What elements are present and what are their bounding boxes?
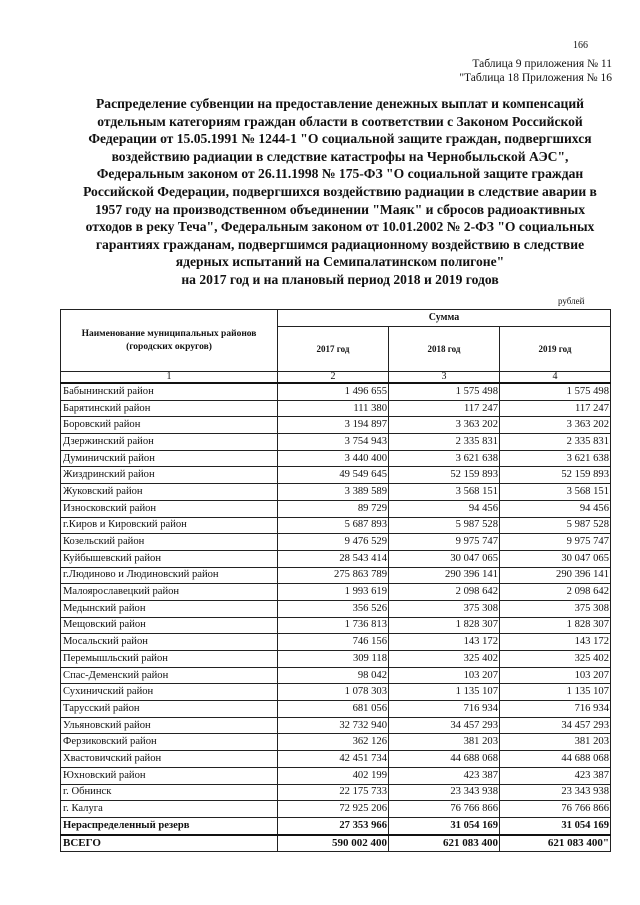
title-line: отходов в реку Теча", Федеральным законом от 10.01.2002 № 2-ФЗ "О социальных — [85, 219, 595, 235]
row-2017-value: 275 863 789 — [278, 567, 389, 584]
row-2017-value: 98 042 — [278, 667, 389, 684]
row-2017-value: 1 078 303 — [278, 684, 389, 701]
row-2018-value: 34 457 293 — [389, 717, 500, 734]
table-row — [61, 400, 611, 417]
row-2018-value: 1 575 498 — [389, 383, 500, 400]
row-name: Юхновский район — [61, 767, 278, 784]
row-2017-value: 746 156 — [278, 634, 389, 651]
row-2017-value: 1 736 813 — [278, 617, 389, 634]
row-2019-value: 94 456 — [500, 500, 611, 517]
row-2017-value: 28 543 414 — [278, 550, 389, 567]
table-row — [61, 600, 611, 617]
row-name: Бабынинский район — [61, 383, 278, 400]
row-name: Жиздринский район — [61, 467, 278, 484]
row-2019-value: 423 387 — [500, 767, 611, 784]
row-2017-value: 362 126 — [278, 734, 389, 751]
total-row — [61, 835, 611, 852]
index-cell: 3 — [389, 372, 500, 384]
row-2017-value: 27 353 966 — [278, 817, 389, 834]
row-2017-value: 22 175 733 — [278, 784, 389, 801]
table-row — [61, 801, 611, 818]
row-2019-value: 3 363 202 — [500, 417, 611, 434]
row-name: Барятинский район — [61, 400, 278, 417]
row-2018-value: 103 207 — [389, 667, 500, 684]
subvention-table — [60, 309, 611, 852]
row-2017-value: 1 993 619 — [278, 584, 389, 601]
title-line: воздействию радиации в следствие катастрофы на Чернобыльской АЭС", — [111, 148, 569, 164]
table-row — [61, 567, 611, 584]
row-2019-value: 325 402 — [500, 651, 611, 668]
table-row — [61, 734, 611, 751]
table-row — [61, 434, 611, 451]
table-row — [61, 784, 611, 801]
column-header-2017: 2017 год — [278, 327, 389, 372]
row-2017-value: 72 925 206 — [278, 801, 389, 818]
row-2017-value: 402 199 — [278, 767, 389, 784]
row-name: Думиничский район — [61, 450, 278, 467]
row-2017-value: 9 476 529 — [278, 534, 389, 551]
title-line: гарантиях гражданам, подвергшимся радиационному воздействию в следствие — [95, 236, 585, 252]
row-2018-value: 94 456 — [389, 500, 500, 517]
row-2018-value: 1 135 107 — [389, 684, 500, 701]
units-label: рублей — [558, 296, 585, 306]
row-name: г.Людиново и Людиновский район — [61, 567, 278, 584]
title-line: Федеральным законом от 26.11.1998 № 175-ФЗ "О социальной защите граждан — [96, 166, 584, 182]
row-name: Дзержинский район — [61, 434, 278, 451]
row-name: ВСЕГО — [61, 835, 278, 852]
table-row — [61, 450, 611, 467]
row-2018-value: 290 396 141 — [389, 567, 500, 584]
table-row — [61, 717, 611, 734]
row-name: Козельский район — [61, 534, 278, 551]
row-2018-value: 2 335 831 — [389, 434, 500, 451]
table-row — [61, 701, 611, 718]
table-row — [61, 417, 611, 434]
table-row — [61, 751, 611, 768]
row-name: Медынский район — [61, 600, 278, 617]
row-2019-value: 143 172 — [500, 634, 611, 651]
row-2019-value: 31 054 169 — [500, 817, 611, 834]
row-2019-value: 375 308 — [500, 600, 611, 617]
row-2019-value: 1 828 307 — [500, 617, 611, 634]
row-2018-value: 3 568 151 — [389, 484, 500, 501]
column-header-2018: 2018 год — [389, 327, 500, 372]
row-name: г. Калуга — [61, 801, 278, 818]
row-2017-value: 49 549 645 — [278, 467, 389, 484]
row-2018-value: 44 688 068 — [389, 751, 500, 768]
row-2018-value: 5 987 528 — [389, 517, 500, 534]
table-row — [61, 651, 611, 668]
row-name: Боровский район — [61, 417, 278, 434]
row-2019-value: 44 688 068 — [500, 751, 611, 768]
row-2018-value: 1 828 307 — [389, 617, 500, 634]
row-2019-value: 52 159 893 — [500, 467, 611, 484]
row-name: Мосальский район — [61, 634, 278, 651]
row-name: Тарусский район — [61, 701, 278, 718]
row-2019-value: 23 343 938 — [500, 784, 611, 801]
table-row — [61, 517, 611, 534]
row-2018-value: 117 247 — [389, 400, 500, 417]
row-2018-value: 716 934 — [389, 701, 500, 718]
column-header-name: Наименование муниципальных районов (городских округов) — [61, 310, 278, 372]
row-2017-value: 309 118 — [278, 651, 389, 668]
table-row — [61, 634, 611, 651]
row-name: Жуковский район — [61, 484, 278, 501]
row-2019-value: 103 207 — [500, 667, 611, 684]
index-cell: 4 — [500, 372, 611, 384]
table-row — [61, 684, 611, 701]
row-2019-value: 117 247 — [500, 400, 611, 417]
row-2017-value: 5 687 893 — [278, 517, 389, 534]
index-cell: 2 — [278, 372, 389, 384]
row-2019-value: 381 203 — [500, 734, 611, 751]
row-2017-value: 32 732 940 — [278, 717, 389, 734]
row-2017-value: 3 194 897 — [278, 417, 389, 434]
row-2019-value: 621 083 400" — [500, 835, 611, 852]
column-header-sum: Сумма — [278, 310, 611, 327]
row-2019-value: 3 621 638 — [500, 450, 611, 467]
table-row — [61, 550, 611, 567]
row-name: Мещовский район — [61, 617, 278, 634]
title-line: Распределение субвенции на предоставление денежных выплат и компенсаций — [95, 96, 585, 111]
title-line: Российской Федерации, подвергшихся воздействию радиации в следствие аварии в — [83, 183, 597, 199]
row-2019-value: 5 987 528 — [500, 517, 611, 534]
title-line: отдельным категориям граждан области в соответствии с Законом Российской — [97, 113, 583, 129]
row-2018-value: 143 172 — [389, 634, 500, 651]
row-2018-value: 3 363 202 — [389, 417, 500, 434]
row-name: Перемышльский район — [61, 651, 278, 668]
title-line: 1957 году на производственном объединении "Маяк" и сбросов радиоактивных — [94, 201, 586, 217]
row-2017-value: 111 380 — [278, 400, 389, 417]
document-title — [70, 95, 610, 289]
title-line: Федерации от 15.05.1991 № 1244-1 "О социальной защите граждан, подвергшихся — [88, 131, 592, 147]
page-number: 166 — [573, 40, 588, 51]
row-2019-value: 30 047 065 — [500, 550, 611, 567]
row-2017-value: 42 451 734 — [278, 751, 389, 768]
row-name: Нераспределенный резерв — [61, 817, 278, 834]
row-2019-value: 290 396 141 — [500, 567, 611, 584]
table-body — [61, 383, 611, 817]
reserve-row — [61, 817, 611, 834]
row-2018-value: 52 159 893 — [389, 467, 500, 484]
row-name: г. Обнинск — [61, 784, 278, 801]
row-2019-value: 1 575 498 — [500, 383, 611, 400]
index-cell: 1 — [61, 372, 278, 384]
table-row — [61, 500, 611, 517]
row-2018-value: 375 308 — [389, 600, 500, 617]
row-2018-value: 23 343 938 — [389, 784, 500, 801]
row-2019-value: 1 135 107 — [500, 684, 611, 701]
table-row — [61, 467, 611, 484]
row-2018-value: 381 203 — [389, 734, 500, 751]
row-name: Куйбышевский район — [61, 550, 278, 567]
row-name: Спас-Деменский район — [61, 667, 278, 684]
row-2018-value: 31 054 169 — [389, 817, 500, 834]
row-name: г.Киров и Кировский район — [61, 517, 278, 534]
table-row — [61, 767, 611, 784]
row-2019-value: 2 335 831 — [500, 434, 611, 451]
row-2017-value: 681 056 — [278, 701, 389, 718]
row-2018-value: 325 402 — [389, 651, 500, 668]
row-2019-value: 76 766 866 — [500, 801, 611, 818]
table-reference-line-1: Таблица 9 приложения № 11 — [472, 58, 612, 70]
table-row — [61, 534, 611, 551]
row-name: Ферзиковский район — [61, 734, 278, 751]
row-name: Сухиничский район — [61, 684, 278, 701]
row-name: Хвастовичский район — [61, 751, 278, 768]
row-2018-value: 3 621 638 — [389, 450, 500, 467]
row-name: Износковский район — [61, 500, 278, 517]
table-row — [61, 667, 611, 684]
row-name: Ульяновский район — [61, 717, 278, 734]
row-2019-value: 9 975 747 — [500, 534, 611, 551]
row-2018-value: 423 387 — [389, 767, 500, 784]
table-reference-line-2: "Таблица 18 Приложения № 16 — [459, 72, 612, 84]
column-header-2019: 2019 год — [500, 327, 611, 372]
title-line: ядерных испытаний на Семипалатинском полигоне" — [175, 254, 505, 270]
row-2018-value: 9 975 747 — [389, 534, 500, 551]
row-2017-value: 590 002 400 — [278, 835, 389, 852]
row-2019-value: 716 934 — [500, 701, 611, 718]
row-2017-value: 356 526 — [278, 600, 389, 617]
row-2017-value: 3 754 943 — [278, 434, 389, 451]
row-2018-value: 621 083 400 — [389, 835, 500, 852]
table-row — [61, 484, 611, 501]
row-2019-value: 3 568 151 — [500, 484, 611, 501]
table-row — [61, 617, 611, 634]
row-2019-value: 2 098 642 — [500, 584, 611, 601]
table-row — [61, 584, 611, 601]
row-2018-value: 2 098 642 — [389, 584, 500, 601]
row-name: Малоярославецкий район — [61, 584, 278, 601]
title-line: на 2017 год и на плановый период 2018 и 2019 годов — [181, 271, 499, 287]
row-2018-value: 30 047 065 — [389, 550, 500, 567]
row-2017-value: 3 389 589 — [278, 484, 389, 501]
row-2017-value: 89 729 — [278, 500, 389, 517]
row-2017-value: 3 440 400 — [278, 450, 389, 467]
row-2019-value: 34 457 293 — [500, 717, 611, 734]
row-2018-value: 76 766 866 — [389, 801, 500, 818]
row-2017-value: 1 496 655 — [278, 383, 389, 400]
table-row — [61, 383, 611, 400]
